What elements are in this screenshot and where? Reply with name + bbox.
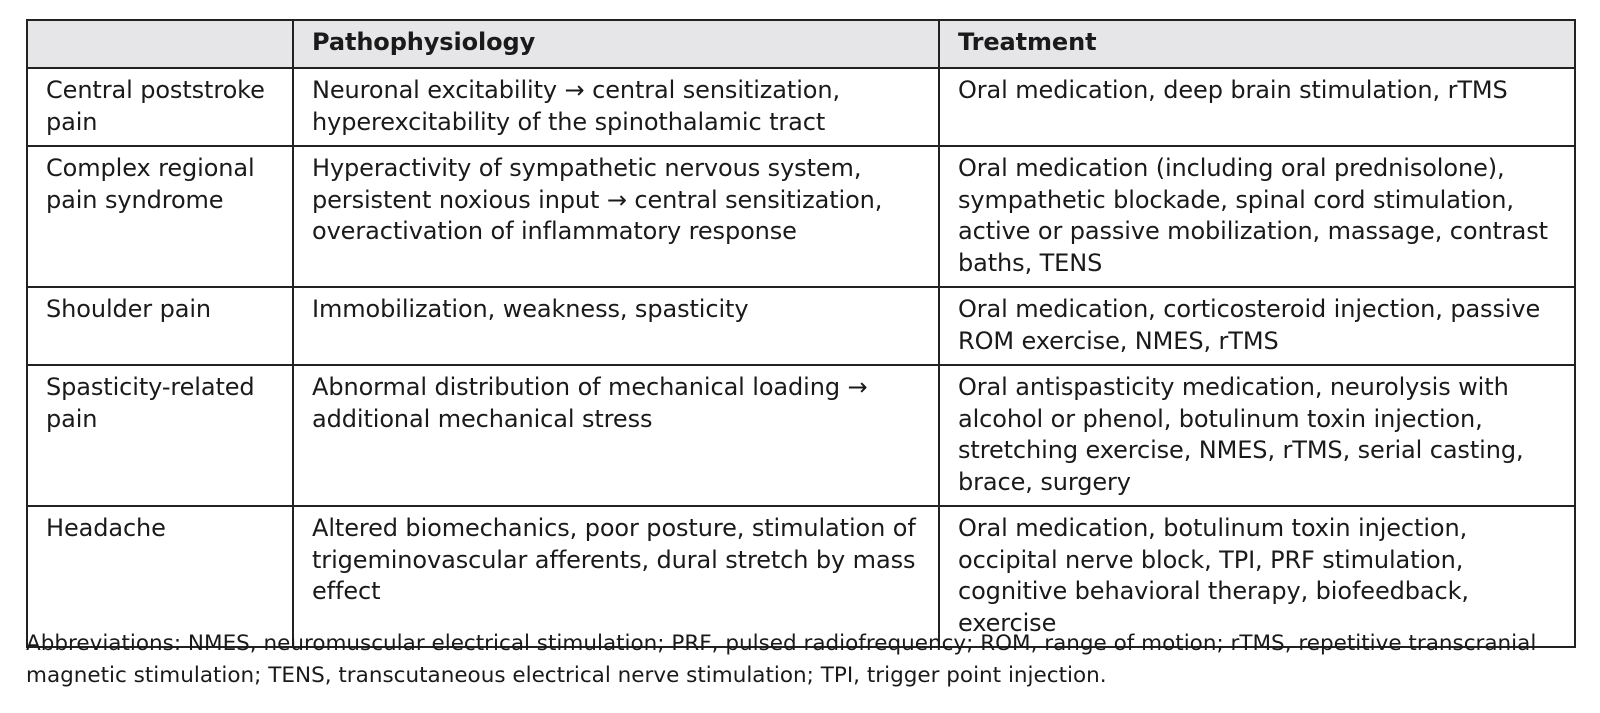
table-row (27, 506, 1575, 647)
condition-cell: Complex regional pain syndrome (27, 146, 293, 287)
treatment-cell: Oral antispasticity medication, neurolysis with alcohol or phenol, botulinum toxin injection, stretching exercise, NMES, rTMS, serial casting, brace, surgery (939, 365, 1575, 506)
condition-cell: Central poststroke pain (27, 68, 293, 146)
table-header (27, 20, 1575, 68)
table-body (27, 68, 1575, 647)
table-row (27, 287, 1575, 365)
table-row (27, 68, 1575, 146)
pathophysiology-cell: Neuronal excitability → central sensitization, hyperexcitability of the spinothalamic tract (293, 68, 939, 146)
pain-table-container (26, 19, 1574, 648)
pathophysiology-cell: Hyperactivity of sympathetic nervous system, persistent noxious input → central sensitization, overactivation of inflammatory response (293, 146, 939, 287)
header-row (27, 20, 1575, 68)
table-row (27, 365, 1575, 506)
condition-cell: Headache (27, 506, 293, 647)
header-cell-condition (27, 20, 293, 68)
pathophysiology-cell: Abnormal distribution of mechanical loading → additional mechanical stress (293, 365, 939, 506)
abbreviations-footnote: Abbreviations: NMES, neuromuscular electrical stimulation; PRF, pulsed radiofrequency; ROM, range of motion; rTMS, repetitive transcranial magnetic stimulation; TENS, transcutaneous electrical nerve stimulation; TPI, trigger point injection. (26, 631, 1537, 688)
condition-cell: Shoulder pain (27, 287, 293, 365)
header-cell-pathophysiology: Pathophysiology (293, 20, 939, 68)
treatment-cell: Oral medication, corticosteroid injection, passive ROM exercise, NMES, rTMS (939, 287, 1575, 365)
table-row (27, 146, 1575, 287)
header-cell-treatment: Treatment (939, 20, 1575, 68)
condition-cell: Spasticity-related pain (27, 365, 293, 506)
treatment-cell: Oral medication (including oral prednisolone), sympathetic blockade, spinal cord stimulation, active or passive mobilization, massage, contrast baths, TENS (939, 146, 1575, 287)
treatment-cell: Oral medication, deep brain stimulation, rTMS (939, 68, 1575, 146)
treatment-cell: Oral medication, botulinum toxin injection, occipital nerve block, TPI, PRF stimulation, cognitive behavioral therapy, biofeedback, exercise (939, 506, 1575, 647)
pathophysiology-cell: Altered biomechanics, poor posture, stimulation of trigeminovascular afferents, dural stretch by mass effect (293, 506, 939, 647)
pathophysiology-cell: Immobilization, weakness, spasticity (293, 287, 939, 365)
pain-types-table (26, 19, 1576, 648)
